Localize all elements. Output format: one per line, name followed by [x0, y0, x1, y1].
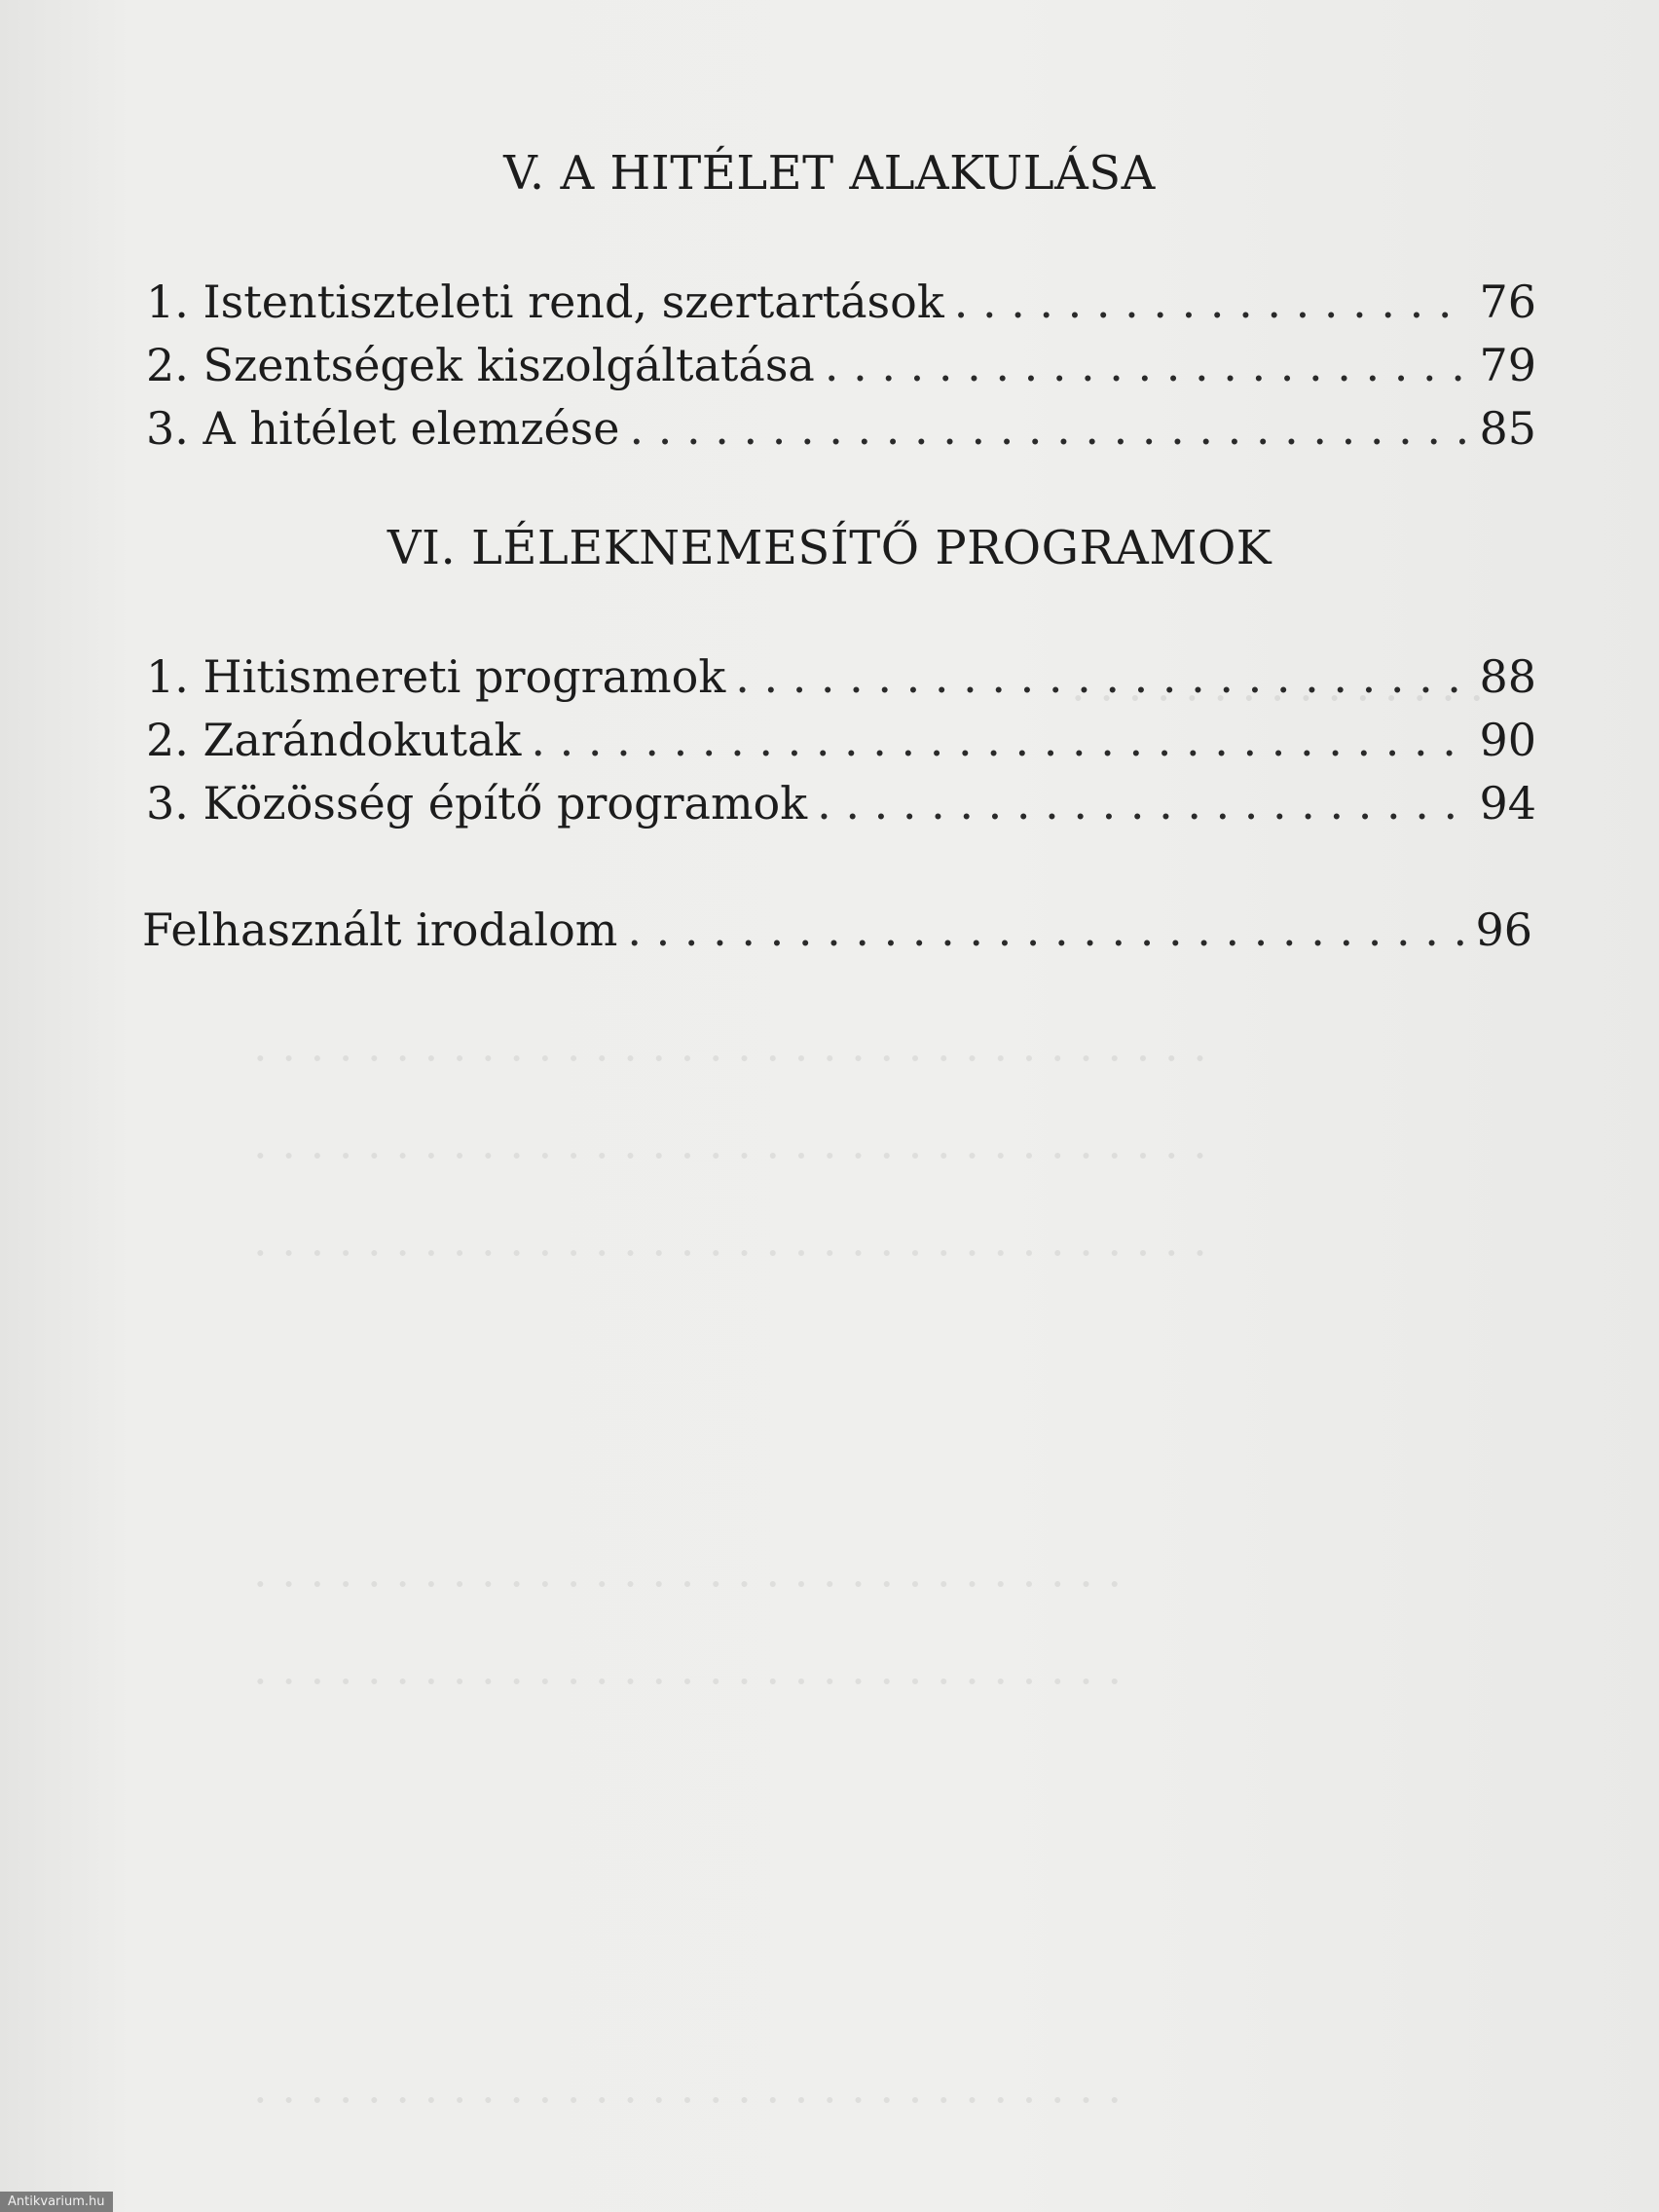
toc-entry[interactable]: [146, 647, 1536, 706]
toc-page-number: 96: [1475, 903, 1532, 956]
toc-entry-label: 1. Istentiszteleti rend, szertartások: [146, 276, 944, 328]
toc-entry-label: 2. Szentségek kiszolgáltatása: [146, 339, 815, 391]
bleedthrough-text: · · · · · · · · · · · · · · · · · · · · · · · · · · · · · · · · · ·: [253, 1032, 1207, 1085]
toc-entry[interactable]: [146, 399, 1536, 458]
toc-entry-bibliography[interactable]: [142, 901, 1532, 959]
toc-page-number: 76: [1479, 276, 1536, 328]
toc-entry[interactable]: [146, 711, 1536, 769]
toc-page-number: 85: [1479, 402, 1536, 455]
section-heading: V. A HITÉLET ALAKULÁSA: [503, 146, 1156, 201]
toc-entry[interactable]: [146, 336, 1536, 394]
toc-entry[interactable]: [146, 774, 1536, 832]
dot-leader: [735, 647, 1469, 706]
toc-entry[interactable]: [146, 273, 1536, 331]
bleedthrough-text: · · · · · · · · · · · · · · · · · · · · · · · · · · · · · · ·: [253, 2074, 1122, 2126]
toc-entry-label: Felhasznált irodalom: [142, 903, 618, 956]
toc-page-number: 90: [1479, 714, 1536, 766]
dot-leader: [627, 901, 1465, 959]
toc-entry-label: 1. Hitismereti programok: [146, 650, 726, 703]
bleedthrough-text: · · · · · · · · · · · · · · · · · · · · · · · · · · · · · · · · · ·: [253, 1129, 1207, 1182]
toc-page-number: 88: [1479, 650, 1536, 703]
dot-leader: [817, 774, 1469, 832]
toc-entry-label: 3. Közösség építő programok: [146, 777, 808, 830]
toc-entry-label: 3. A hitélet elemzése: [146, 402, 620, 455]
bleedthrough-text: · · · · · · · · · · · · · · ·: [1071, 672, 1485, 724]
bleedthrough-text: · · · · · · · · · · · · · · · · · · · · · · · · · · · · · · ·: [253, 1558, 1122, 1610]
toc-page-number: 79: [1479, 339, 1536, 391]
watermark-label: Antikvarium.hu: [0, 2192, 113, 2212]
toc-page-number: 94: [1479, 777, 1536, 830]
bleedthrough-text: · · · · · · · · · · · · · · · · · · · · · · · · · · · · · · · · · ·: [253, 1227, 1207, 1279]
section-heading: VI. LÉLEKNEMESÍTŐ PROGRAMOK: [387, 521, 1272, 575]
dot-leader: [954, 273, 1470, 331]
dot-leader: [531, 711, 1469, 769]
bleedthrough-text: · · · · · · · · · · · · · · · · · · · · · · · · · · · · · · ·: [253, 1655, 1122, 1708]
dot-leader: [825, 336, 1470, 394]
toc-entry-label: 2. Zarándokutak: [146, 714, 522, 766]
dot-leader: [630, 399, 1470, 458]
